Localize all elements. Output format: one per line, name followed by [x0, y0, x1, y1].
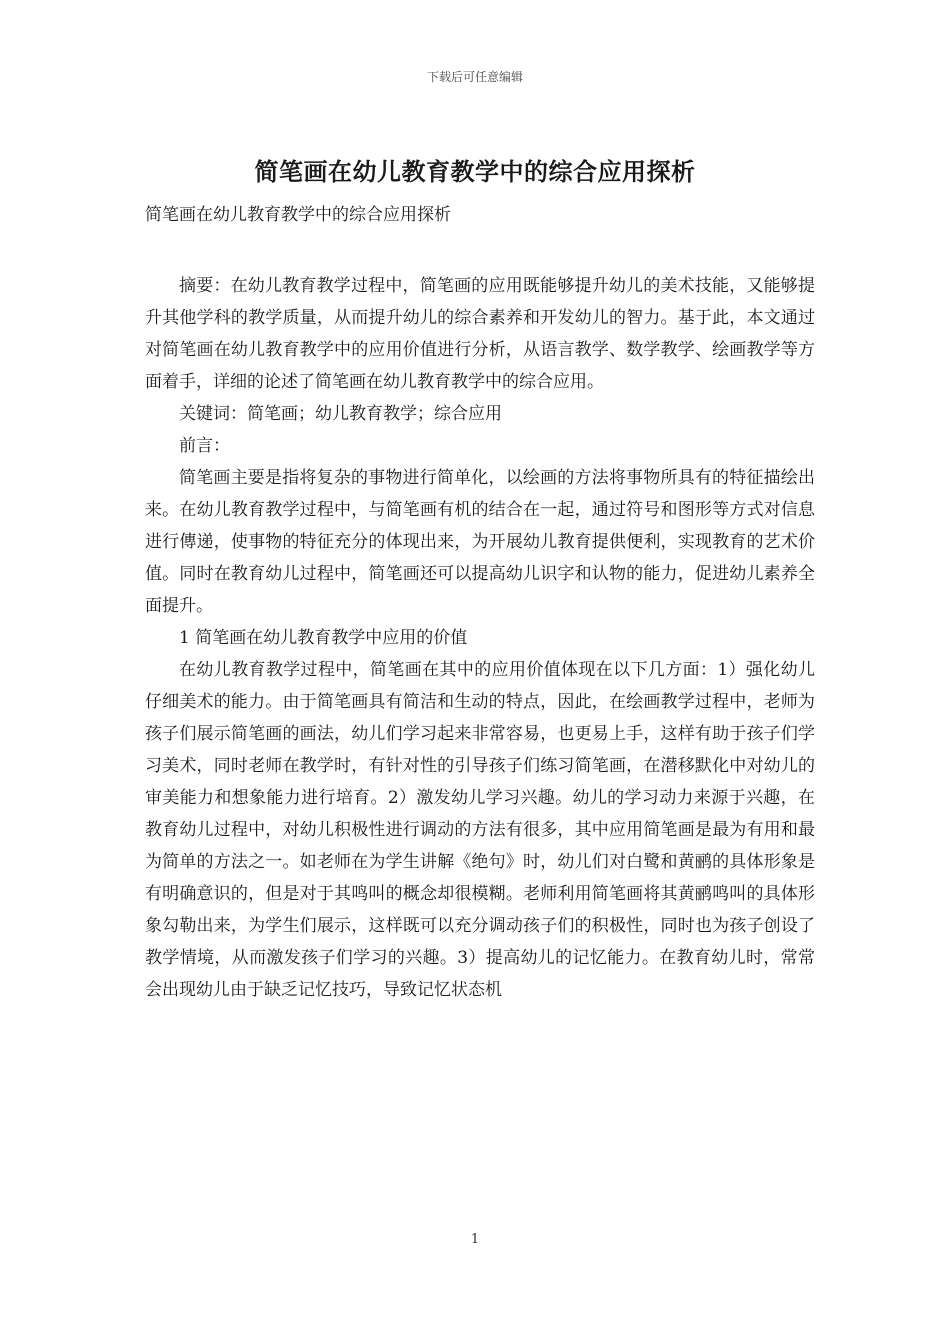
document-subtitle: 简笔画在幼儿教育教学中的综合应用探析	[145, 205, 451, 225]
document-body	[145, 270, 815, 1006]
keywords-paragraph: 关键词：简笔画；幼儿教育教学；综合应用	[179, 404, 502, 424]
document-title: 简笔画在幼儿教育教学中的综合应用探析	[254, 157, 696, 186]
abstract-paragraph: 摘要：在幼儿教育教学过程中，简笔画的应用既能够提升幼儿的美术技能，又能够提升其他学科的教学质量，从而提升幼儿的综合素养和开发幼儿的智力。基于此，本文通过对简笔画在幼儿教育教学中的应用价值进行分析，从语言教学、数学教学、绘画教学等方面着手，详细的论述了简笔画在幼儿教育教学中的综合应用。	[145, 276, 815, 392]
header-note: 下载后可任意编辑	[426, 70, 523, 84]
section-paragraph: 在幼儿教育教学过程中，简笔画在其中的应用价值体现在以下几方面：1）强化幼儿仔细美术的能力。由于简笔画具有简洁和生动的特点，因此，在绘画教学过程中，老师为孩子们展示简笔画的画法，幼儿们学习起来非常容易，也更易上手，这样有助于孩子们学习美术，同时老师在教学时，有针对性的引导孩子们练习简笔画，在潜移默化中对幼儿的审美能力和想象能力进行培育。2）激发幼儿学习兴趣。幼儿的学习动力来源于兴趣，在教育幼儿过程中，对幼儿积极性进行调动的方法有很多，其中应用简笔画是最为有用和最为简单的方法之一。如老师在为学生讲解《绝句》时，幼儿们对白鹭和黄鹂的具体形象是有明确意识的，但是对于其鸣叫的概念却很模糊。老师利用简笔画将其黄鹂鸣叫的具体形象勾勒出来，为学生们展示，这样既可以充分调动孩子们的积极性，同时也为孩子创设了教学情境，从而激发孩子们学习的兴趣。3）提高幼儿的记忆能力。在教育幼儿时，常常会出现幼儿由于缺乏记忆技巧，导致记忆状态机	[145, 660, 815, 1000]
preface-heading: 前言：	[179, 436, 230, 456]
page-number: 1	[470, 1232, 480, 1247]
preface-paragraph: 简笔画主要是指将复杂的事物进行简单化，以绘画的方法将事物所具有的特征描绘出来。在幼儿教育教学过程中，与简笔画有机的结合在一起，通过符号和图形等方式对信息进行傳递，使事物的特征充分的体现出来，为开展幼儿教育提供便利，实现教育的艺术价值。同时在教育幼儿过程中，简笔画还可以提高幼儿识字和认物的能力，促进幼儿素养全面提升。	[145, 468, 815, 616]
section-heading: 1 简笔画在幼儿教育教学中应用的价值	[179, 628, 468, 648]
